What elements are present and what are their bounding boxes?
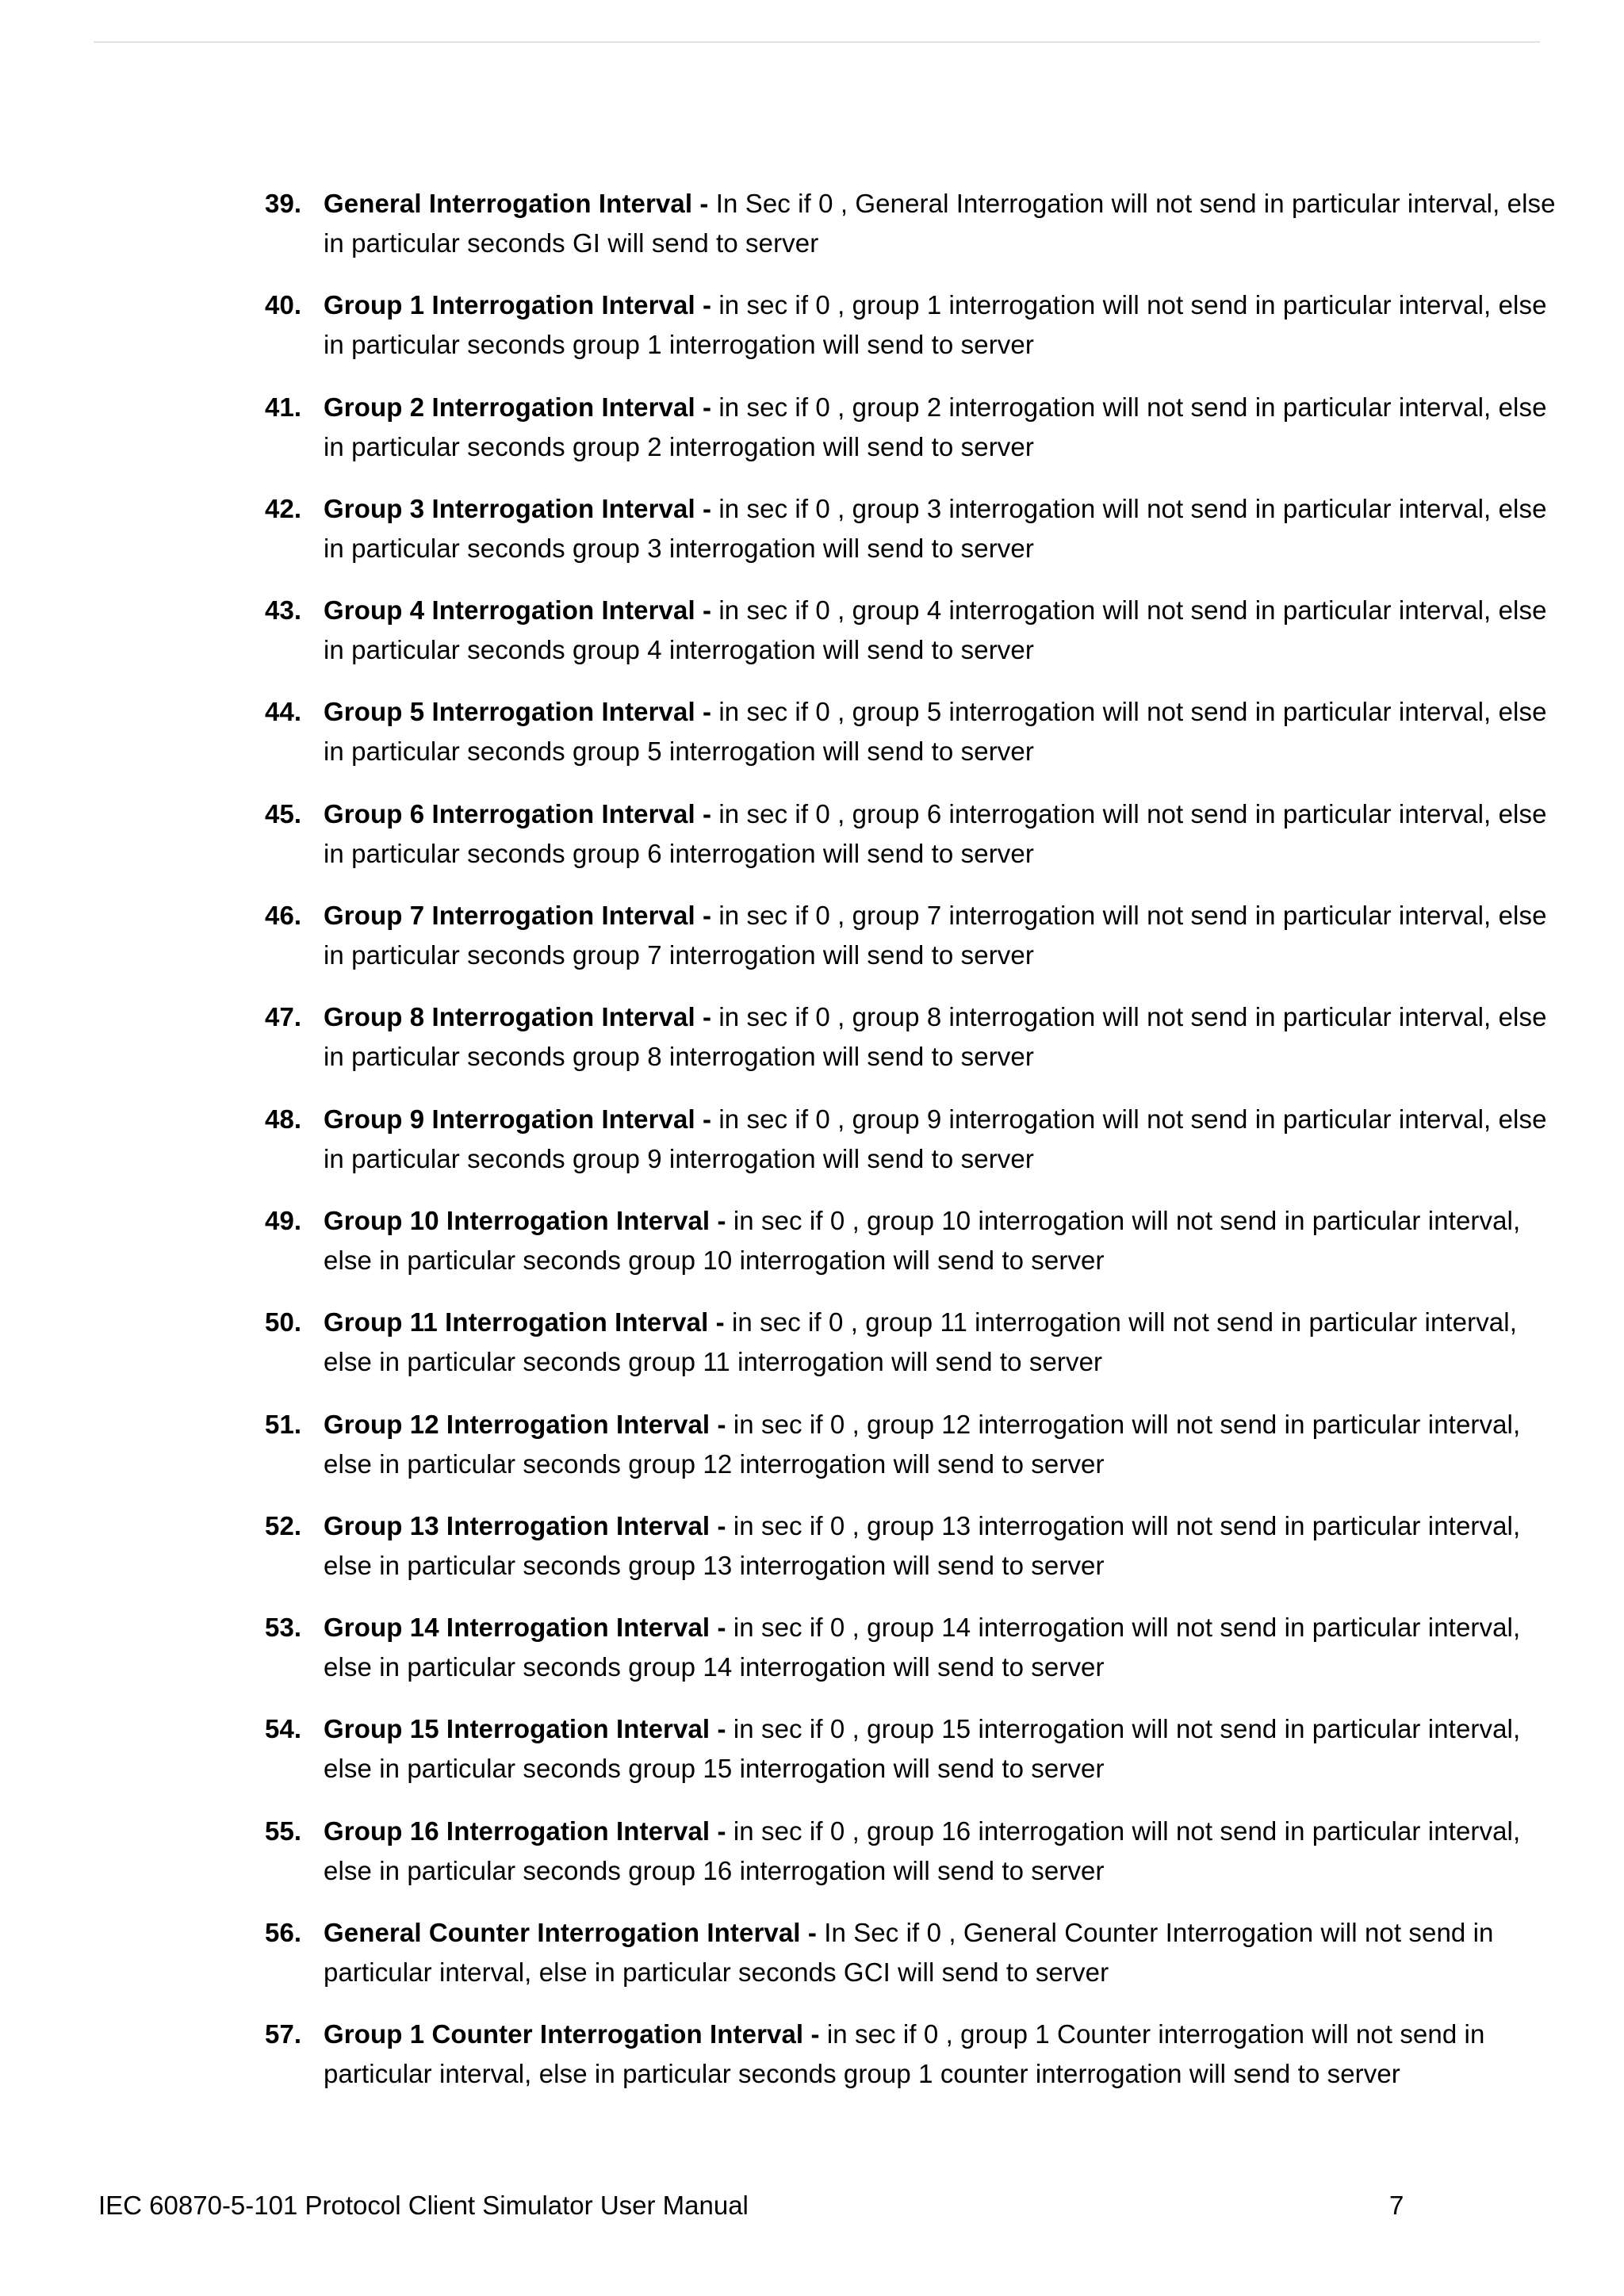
item-term: Group 5 Interrogation Interval - xyxy=(324,697,712,727)
item-number: 46. xyxy=(265,901,302,931)
list-item xyxy=(265,1201,1570,1280)
item-description: in sec if 0 , group 5 interrogation will not send in particular interval, else in particular seconds group 5 interrogation will send to server xyxy=(324,697,1547,767)
item-description: in sec if 0 , group 3 interrogation will not send in particular interval, else in particular seconds group 3 interrogation will send to server xyxy=(324,493,1547,563)
item-number: 42. xyxy=(265,493,302,523)
item-number: 43. xyxy=(265,595,302,626)
list-item xyxy=(265,1608,1570,1687)
item-description: in sec if 0 , group 16 interrogation will not send in particular interval, else in particular seconds group 16 interrogation will send to server xyxy=(324,1816,1521,1885)
list-item xyxy=(265,1913,1570,1992)
item-term: Group 1 Counter Interrogation Interval - xyxy=(324,2019,820,2049)
item-description: In Sec if 0 , General Counter Interrogation will not send in particular interval, else in particular seconds GCI will send to server xyxy=(324,1918,1494,1988)
item-description: in sec if 0 , group 1 Counter interrogation will not send in particular interval, else in particular seconds group 1 counter interrogation will send to server xyxy=(324,2019,1485,2089)
item-number: 40. xyxy=(265,290,302,320)
item-description: in sec if 0 , group 12 interrogation will not send in particular interval, else in particular seconds group 12 interrogation will send to server xyxy=(324,1409,1521,1479)
item-term: Group 16 Interrogation Interval - xyxy=(324,1816,726,1846)
item-term: Group 14 Interrogation Interval - xyxy=(324,1613,726,1643)
item-number: 54. xyxy=(265,1714,302,1744)
item-description: in sec if 0 , group 9 interrogation will not send in particular interval, else in particular seconds group 9 interrogation will send to server xyxy=(324,1104,1547,1173)
item-term: Group 15 Interrogation Interval - xyxy=(324,1714,726,1744)
item-description: in sec if 0 , group 14 interrogation will not send in particular interval, else in particular seconds group 14 interrogation will send to server xyxy=(324,1613,1521,1682)
list-item xyxy=(265,692,1570,771)
item-number: 53. xyxy=(265,1613,302,1643)
list-item xyxy=(265,285,1570,365)
list-item xyxy=(265,2015,1570,2094)
item-term: Group 11 Interrogation Interval - xyxy=(324,1307,725,1337)
item-description: in sec if 0 , group 2 interrogation will not send in particular interval, else in particular seconds group 2 interrogation will send to server xyxy=(324,392,1547,461)
item-term: Group 8 Interrogation Interval - xyxy=(324,1002,712,1032)
numbered-list xyxy=(265,184,1570,2117)
list-item xyxy=(265,1405,1570,1484)
list-item xyxy=(265,388,1570,467)
item-term: Group 4 Interrogation Interval - xyxy=(324,595,712,626)
item-description: in sec if 0 , group 7 interrogation will not send in particular interval, else in particular seconds group 7 interrogation will send to server xyxy=(324,901,1547,970)
item-number: 50. xyxy=(265,1307,302,1337)
item-term: Group 10 Interrogation Interval - xyxy=(324,1205,726,1235)
item-number: 57. xyxy=(265,2019,302,2049)
item-number: 51. xyxy=(265,1409,302,1439)
item-description: in sec if 0 , group 4 interrogation will not send in particular interval, else in particular seconds group 4 interrogation will send to server xyxy=(324,595,1547,665)
list-item xyxy=(265,794,1570,874)
header-divider xyxy=(94,41,1540,43)
list-item xyxy=(265,489,1570,568)
page-number: 7 xyxy=(1389,2191,1404,2220)
item-number: 45. xyxy=(265,798,302,828)
item-term: General Interrogation Interval - xyxy=(324,189,709,218)
list-item xyxy=(265,591,1570,670)
list-item xyxy=(265,896,1570,975)
item-description: in sec if 0 , group 10 interrogation will not send in particular interval, else in particular seconds group 10 interrogation will send to server xyxy=(324,1205,1521,1275)
item-number: 56. xyxy=(265,1918,302,1948)
item-term: Group 7 Interrogation Interval - xyxy=(324,901,712,931)
item-number: 44. xyxy=(265,697,302,727)
item-description: in sec if 0 , group 8 interrogation will not send in particular interval, else in particular seconds group 8 interrogation will send to server xyxy=(324,1002,1547,1072)
item-number: 47. xyxy=(265,1002,302,1032)
item-term: Group 3 Interrogation Interval - xyxy=(324,493,712,523)
list-item xyxy=(265,1506,1570,1586)
footer-title: IEC 60870-5-101 Protocol Client Simulator User Manual xyxy=(98,2191,749,2220)
item-description: in sec if 0 , group 11 interrogation will not send in particular interval, else in particular seconds group 11 interrogation will send to server xyxy=(324,1307,1517,1377)
item-term: Group 2 Interrogation Interval - xyxy=(324,392,712,422)
list-item xyxy=(265,184,1570,263)
item-term: Group 9 Interrogation Interval - xyxy=(324,1104,712,1134)
item-term: Group 6 Interrogation Interval - xyxy=(324,798,712,828)
item-number: 39. xyxy=(265,189,302,218)
item-term: Group 1 Interrogation Interval - xyxy=(324,290,712,320)
item-description: in sec if 0 , group 1 interrogation will not send in particular interval, else in particular seconds group 1 interrogation will send to server xyxy=(324,290,1547,360)
item-term: Group 13 Interrogation Interval - xyxy=(324,1510,726,1540)
item-number: 48. xyxy=(265,1104,302,1134)
item-description: in sec if 0 , group 13 interrogation will not send in particular interval, else in particular seconds group 13 interrogation will send to server xyxy=(324,1510,1521,1580)
item-number: 52. xyxy=(265,1510,302,1540)
list-item xyxy=(265,997,1570,1077)
list-item xyxy=(265,1709,1570,1789)
list-item xyxy=(265,1100,1570,1179)
list-item xyxy=(265,1303,1570,1382)
item-number: 55. xyxy=(265,1816,302,1846)
item-number: 49. xyxy=(265,1205,302,1235)
item-number: 41. xyxy=(265,392,302,422)
list-item xyxy=(265,1812,1570,1891)
item-description: In Sec if 0 , General Interrogation will not send in particular interval, else in particular seconds GI will send to server xyxy=(324,189,1556,258)
item-description: in sec if 0 , group 6 interrogation will not send in particular interval, else in particular seconds group 6 interrogation will send to server xyxy=(324,798,1547,868)
item-description: in sec if 0 , group 15 interrogation will not send in particular interval, else in particular seconds group 15 interrogation will send to server xyxy=(324,1714,1521,1784)
item-term: Group 12 Interrogation Interval - xyxy=(324,1409,726,1439)
item-term: General Counter Interrogation Interval - xyxy=(324,1918,817,1948)
